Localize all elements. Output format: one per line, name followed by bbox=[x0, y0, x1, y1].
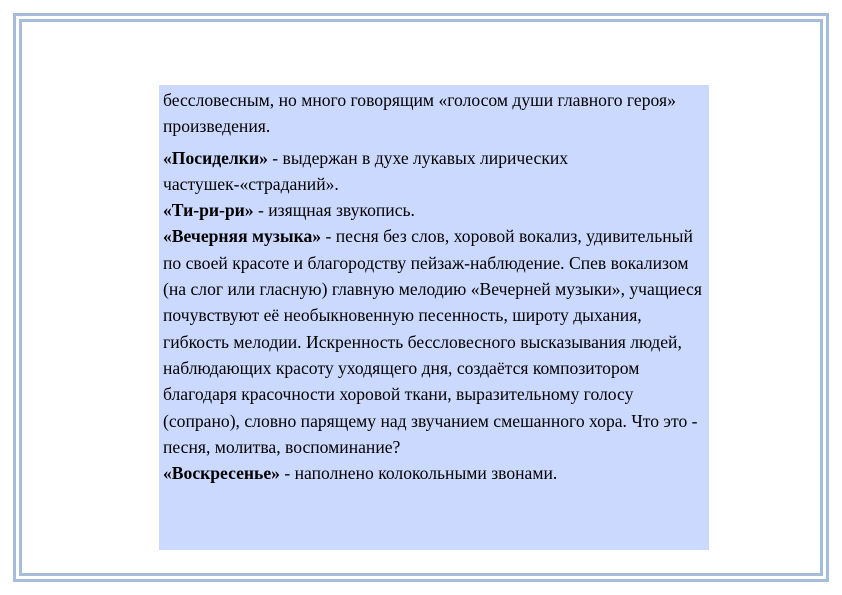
paragraph-intro-text: бессловесным, но много говорящим «голосом души главного героя» произведения. bbox=[163, 90, 676, 137]
description-tiriri: - изящная звукопись. bbox=[253, 200, 415, 221]
term-posidelki: «Посиделки» bbox=[163, 147, 268, 168]
description-voskresenye: - наполнено колокольными звонами. bbox=[279, 463, 558, 484]
term-voskresenye: «Воскресенье» bbox=[163, 463, 280, 484]
paragraph-tiriri bbox=[163, 197, 705, 223]
description-posidelki: - выдержан в духе лукавых лирических частушек-«страданий». bbox=[163, 147, 569, 194]
term-vechernyaya-muzyka: «Вечерняя музыка» bbox=[163, 226, 322, 247]
paragraph-vechernyaya-muzyka bbox=[163, 223, 705, 460]
description-vechernyaya-muzyka: - песня без слов, хоровой вокализ, удивительный по своей красоте и благородству пейзаж-наблюдение. Спев вокализом (на слог или гласную) главную мелодию «Вечерней музыки», учащиеся почувствуют её необыкновенную песенность, широту дыхания, гибкость мелодии. Искренность бессловесного высказывания людей, наблюдающих красоту уходящего дня, создаётся композитором благодаря красочности хоровой ткани, выразительному голосу (сопрано), словно парящему над звучанием смешанного хора. Что это - песня, молитва, воспоминание? bbox=[163, 226, 702, 457]
text-box bbox=[159, 85, 709, 550]
term-tiriri: «Ти-ри-ри» bbox=[163, 200, 254, 221]
paragraph-intro bbox=[163, 87, 705, 140]
paragraph-voskresenye bbox=[163, 460, 705, 486]
paragraph-posidelki bbox=[163, 145, 705, 198]
